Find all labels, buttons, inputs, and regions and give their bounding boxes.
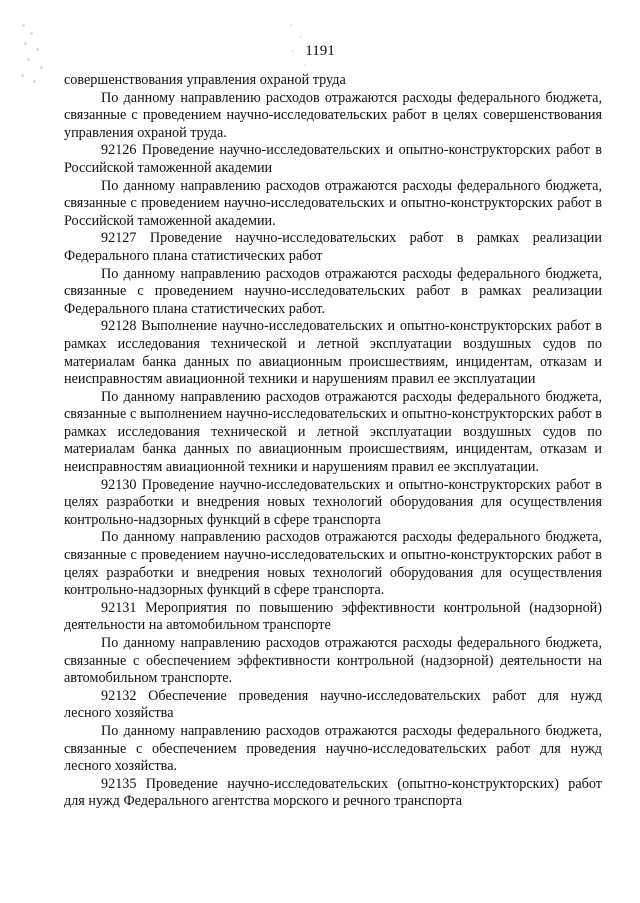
paragraph: По данному направлению расходов отражаются расходы федерального бюджета, связанные с выполнением научно-исследовательских и опытно-конструкторских работ в рамках исследования технической и летной эксплуатации воздушных судов по материалам банка данных по авиационным происшествиям, инцидентам, отказам и неисправностям авиационной техники и нарушениям правил ее эксплуатации.	[64, 388, 602, 476]
section-heading-92128: 92128 Выполнение научно-исследовательских и опытно-конструкторских работ в рамках исследования технической и летной эксплуатации воздушных судов по материалам банка данных по авиационным происшествиям, инцидентам, отказам и неисправностям авиационной техники и нарушениям правил ее эксплуатации	[64, 318, 602, 388]
page-number: 1191	[305, 43, 335, 59]
paragraph-continuation: совершенствования управления охраной труда	[64, 72, 346, 88]
section-heading-92127: 92127 Проведение научно-исследовательских работ в рамках реализации Федерального плана статистических работ	[64, 230, 602, 264]
paragraph: По данному направлению расходов отражаются расходы федерального бюджета, связанные с проведением научно-исследовательских работ в рамках реализации Федерального плана статистических работ.	[64, 265, 602, 317]
paragraph: По данному направлению расходов отражаются расходы федерального бюджета, связанные с обеспечением эффективности контрольной (надзорной) деятельности на автомобильном транспорте.	[64, 635, 602, 687]
paragraph: По данному направлению расходов отражаются расходы федерального бюджета, связанные с обеспечением проведения научно-исследовательских работ для нужд лесного хозяйства.	[64, 722, 602, 775]
document-body	[64, 72, 602, 811]
section-heading-92132: 92132 Обеспечение проведения научно-исследовательских работ для нужд лесного хозяйства	[64, 687, 602, 722]
paragraph: По данному направлению расходов отражаются расходы федерального бюджета, связанные с проведением научно-исследовательских и опытно-конструкторских работ в целях разработки и внедрения новых технологий оборудования для осуществления контрольно-надзорных функций в сфере транспорта.	[64, 529, 602, 599]
paragraph: По данному направлению расходов отражаются расходы федерального бюджета, связанные с проведением научно-исследовательских и опытно-конструкторских работ в Российской таможенной академии.	[64, 177, 602, 229]
paragraph: По данному направлению расходов отражаются расходы федерального бюджета, связанные с проведением научно-исследовательских работ в целях совершенствования управления охраной труда.	[64, 89, 602, 141]
section-heading-92131: 92131 Мероприятия по повышению эффективности контрольной (надзорной) деятельности на автомобильном транспорте	[64, 599, 602, 634]
section-heading-92130: 92130 Проведение научно-исследовательских и опытно-конструкторских работ в целях разработки и внедрения новых технологий оборудования для осуществления контрольно-надзорных функций в сфере транспорта	[64, 476, 602, 528]
section-heading-92135: 92135 Проведение научно-исследовательских (опытно-конструкторских) работ для нужд Федерального агентства морского и речного транспорта	[64, 775, 602, 810]
section-heading-92126: 92126 Проведение научно-исследовательских и опытно-конструкторских работ в Российской таможенной академии	[64, 142, 602, 176]
